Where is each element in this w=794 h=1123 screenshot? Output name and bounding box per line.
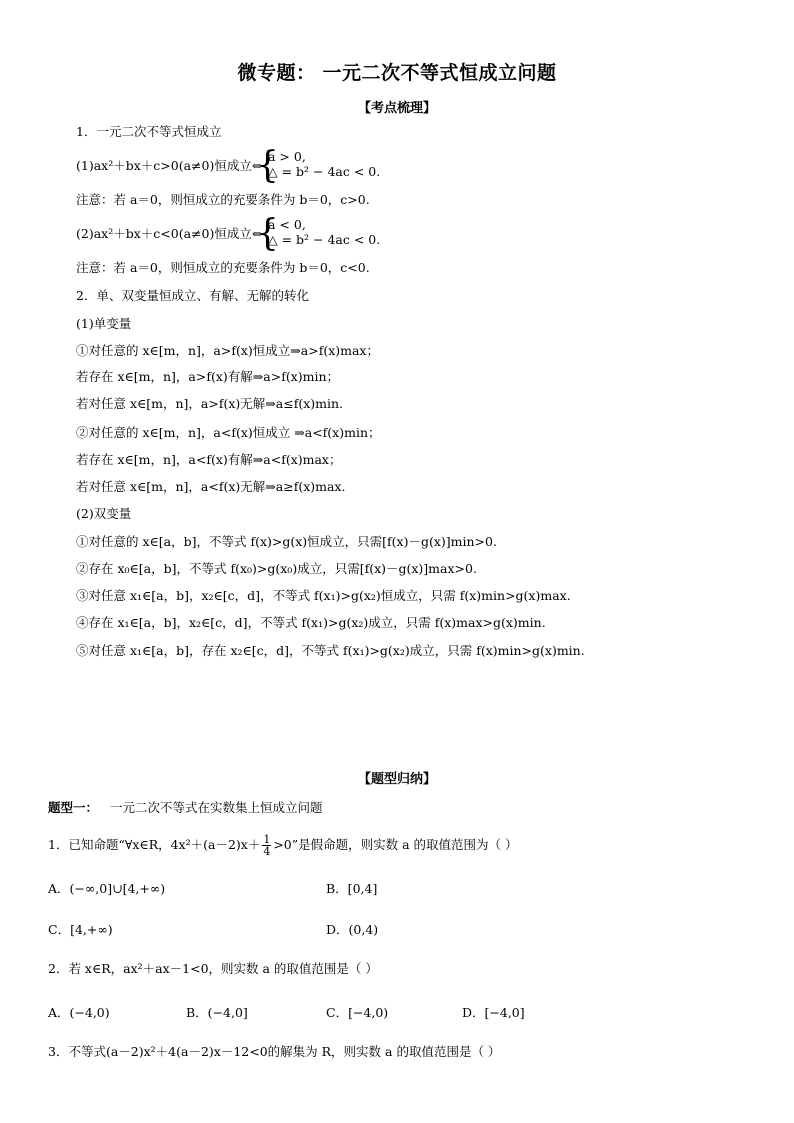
question-2: 2．若 x∈R，ax²＋ax－1<0，则实数 a 的取值范围是（ ）: [48, 961, 378, 976]
single-rule-2c: 若对任意 x∈[m，n]，a<f(x)无解⇒a≥f(x)max.: [76, 479, 346, 494]
formula-2-top: a < 0,: [268, 217, 306, 232]
type-1-text: 一元二次不等式在实数集上恒成立问题: [110, 800, 323, 815]
double-rule-1: ①对任意的 x∈[a，b]，不等式 f(x)>g(x)恒成立，只需[f(x)－g(x)]min>0.: [76, 534, 497, 549]
double-rule-4: ④存在 x₁∈[a，b]，x₂∈[c，d]，不等式 f(x₁)>g(x₂)成立，只需 f(x)max>g(x)min.: [76, 615, 546, 630]
formula-2-left: (2)ax²＋bx＋c<0(a≠0)恒成立⇔: [76, 226, 263, 241]
point-1-heading: 1．一元二次不等式恒成立: [76, 124, 222, 139]
question-3: 3．不等式(a－2)x²＋4(a－2)x－12<0的解集为 R，则实数 a 的取值范围是（ ）: [48, 1044, 501, 1059]
question-1-fraction: [262, 834, 271, 857]
single-rule-1a: ①对任意的 x∈[m，n]，a>f(x)恒成立⇒a>f(x)max；: [76, 343, 379, 358]
fraction-denominator: 4: [263, 845, 271, 858]
page-title: 微专题： 一元二次不等式恒成立问题: [237, 62, 557, 84]
question-1-option-c[interactable]: C．[4,+∞): [48, 922, 113, 937]
single-variable-heading: (1)单变量: [76, 316, 132, 331]
question-1-option-a[interactable]: A．(−∞,0]∪[4,+∞): [48, 881, 166, 896]
formula-1-brace: {: [256, 145, 279, 186]
question-2-option-b[interactable]: B．(−4,0]: [186, 1005, 248, 1020]
question-1: [48, 834, 518, 857]
question-1-option-d[interactable]: D．(0,4): [326, 922, 379, 937]
double-rule-3: ③对任意 x₁∈[a，b]，x₂∈[c，d]，不等式 f(x₁)>g(x₂)恒成立，只需 f(x)min>g(x)max.: [76, 588, 571, 603]
formula-1-left: (1)ax²＋bx＋c>0(a≠0)恒成立⇔: [76, 158, 263, 173]
section-heading-question-types: 【题型归纳】: [357, 772, 436, 787]
question-1-option-b[interactable]: B．[0,4]: [326, 881, 378, 896]
type-1-heading: [48, 800, 323, 816]
formula-1-top: a > 0,: [268, 149, 306, 164]
double-rule-5: ⑤对任意 x₁∈[a，b]，存在 x₂∈[c，d]，不等式 f(x₁)>g(x₂)成立，只需 f(x)min>g(x)min.: [76, 643, 585, 658]
single-rule-2a: ②对任意的 x∈[m，n]，a<f(x)恒成立 ⇒a<f(x)min；: [76, 425, 381, 440]
question-2-option-d[interactable]: D．[−4,0]: [462, 1005, 525, 1020]
type-1-label: 题型一：: [48, 800, 99, 815]
section-heading-key-points: 【考点梳理】: [357, 101, 436, 116]
question-2-option-c[interactable]: C．[−4,0): [326, 1005, 389, 1020]
double-rule-2: ②存在 x₀∈[a，b]，不等式 f(x₀)>g(x₀)成立，只需[f(x)－g(x)]max>0.: [76, 561, 477, 576]
single-rule-2b: 若存在 x∈[m，n]，a<f(x)有解⇒a<f(x)max；: [76, 452, 342, 467]
formula-2-brace: {: [256, 213, 279, 254]
question-2-option-a[interactable]: A．(−4,0): [48, 1005, 110, 1020]
point-2-heading: 2．单、双变量恒成立、有解、无解的转化: [76, 288, 309, 303]
formula-1-bottom: △ = b² − 4ac < 0.: [268, 164, 381, 179]
formula-2-bottom: △ = b² − 4ac < 0.: [268, 232, 381, 247]
single-rule-1c: 若对任意 x∈[m，n]，a>f(x)无解⇒a≤f(x)min.: [76, 396, 343, 411]
note-2: 注意：若 a＝0，则恒成立的充要条件为 b＝0，c<0.: [76, 260, 370, 275]
question-1-prefix: 1．已知命题“∀x∈R，4x²＋(a－2)x＋: [48, 837, 261, 852]
single-rule-1b: 若存在 x∈[m，n]，a>f(x)有解⇒a>f(x)min；: [76, 369, 340, 384]
note-1: 注意：若 a＝0，则恒成立的充要条件为 b＝0，c>0.: [76, 192, 370, 207]
double-variable-heading: (2)双变量: [76, 506, 132, 521]
fraction-numerator: 1: [263, 833, 271, 846]
question-1-suffix: >0”是假命题，则实数 a 的取值范围为（ ）: [273, 837, 518, 852]
